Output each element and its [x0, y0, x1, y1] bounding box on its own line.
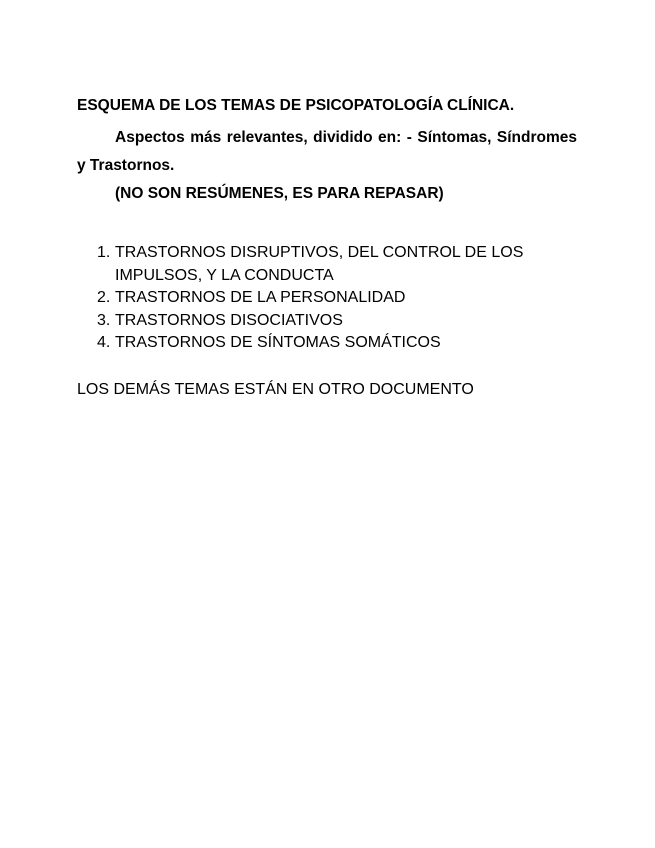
- list-item-number: 1.: [97, 244, 111, 261]
- document-title: ESQUEMA DE LOS TEMAS DE PSICOPATOLOGÍA CLÍNICA.: [77, 97, 515, 114]
- list-item: [77, 242, 577, 287]
- list-item-label: TRASTORNOS DISOCIATIVOS: [115, 311, 343, 329]
- list-item-label: TRASTORNOS DE SÍNTOMAS SOMÁTICOS: [115, 334, 441, 351]
- list-item: [77, 310, 577, 333]
- list-item-number: 3.: [97, 311, 111, 329]
- document-body: [77, 96, 577, 401]
- list-item-label: TRASTORNOS DE LA PERSONALIDAD: [115, 289, 406, 306]
- topic-list: [77, 242, 577, 355]
- intro-paragraph: Aspectos más relevantes, dividido en: - Síntomas, Síndromes y Trastornos.: [77, 129, 577, 174]
- list-item-label: TRASTORNOS DISRUPTIVOS, DEL CONTROL DE LOS IMPULSOS, Y LA CONDUCTA: [115, 244, 524, 284]
- closing-note: LOS DEMÁS TEMAS ESTÁN EN OTRO DOCUMENTO: [77, 380, 474, 398]
- review-note: (NO SON RESÚMENES, ES PARA REPASAR): [115, 185, 444, 202]
- list-item: [77, 332, 577, 355]
- list-item-number: 2.: [97, 289, 111, 306]
- list-item: [77, 287, 577, 310]
- list-item-number: 4.: [97, 334, 111, 351]
